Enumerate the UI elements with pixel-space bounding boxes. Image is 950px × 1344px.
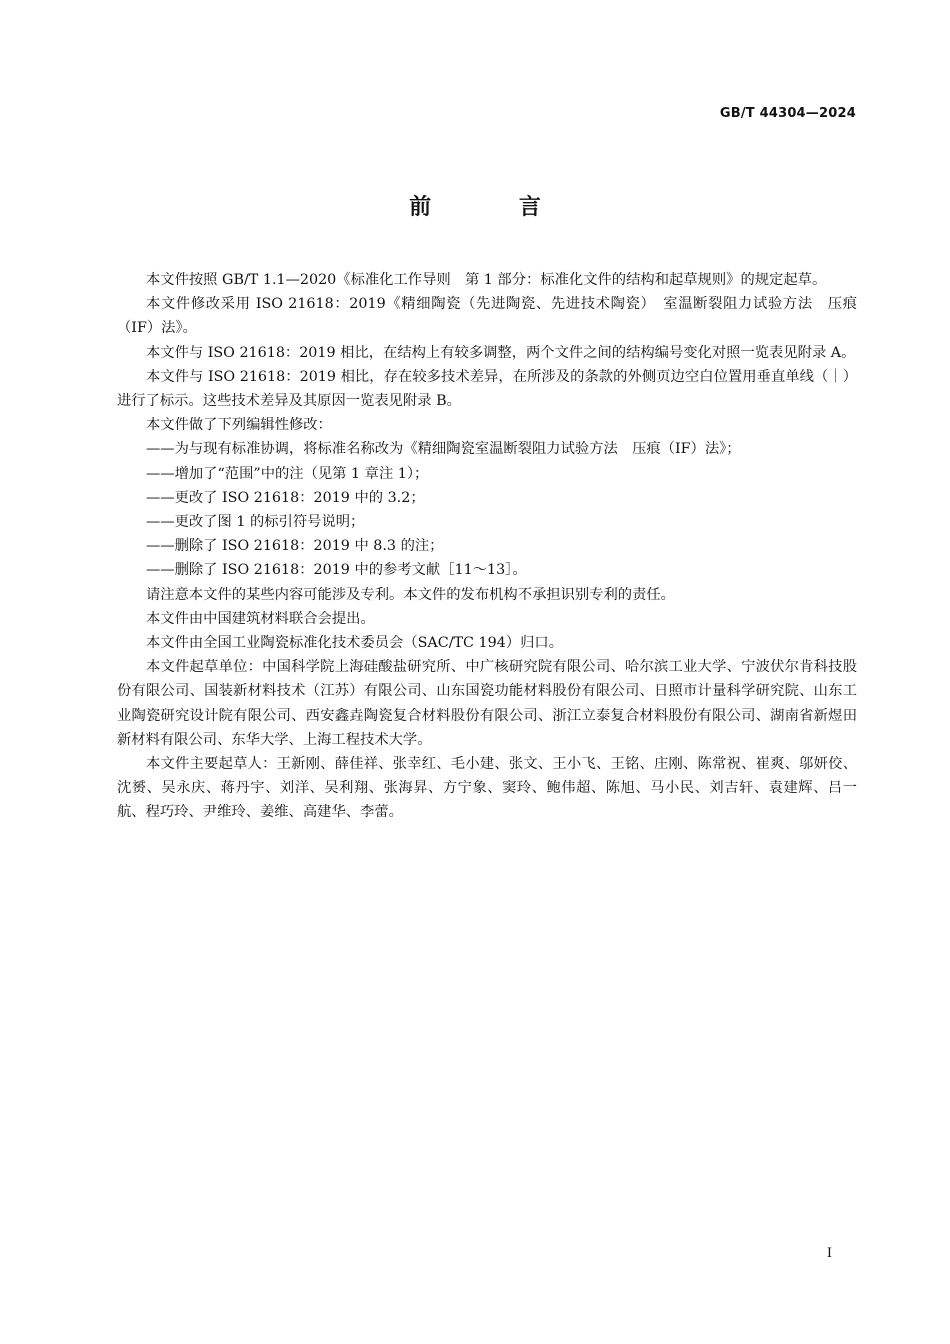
list-item: ——更改了图 1 的标引符号说明； bbox=[146, 514, 365, 531]
standard-code: GB/T 44304—2024 bbox=[719, 106, 856, 121]
paragraph-adoption: 本文件修改采用 ISO 21618：2019《精细陶瓷（先进陶瓷、先进技术陶瓷） 室温断裂阻力试验方法 压痕（IF）法》。 bbox=[117, 296, 857, 337]
list-item: ——更改了 ISO 21618：2019 中的 3.2； bbox=[146, 489, 425, 506]
paragraph-structure-changes: 本文件与 ISO 21618：2019 相比，在结构上有较多调整，两个文件之间的结构编号变化对照一览表见附录 A。 bbox=[146, 344, 856, 361]
paragraph-proposed-by: 本文件由中国建筑材料联合会提出。 bbox=[146, 610, 375, 627]
paragraph-drafters: 本文件主要起草人：王新刚、薛佳祥、张幸红、毛小建、张文、王小飞、王铭、庄刚、陈常祝、崔爽、邬妍佼、沈赟、吴永庆、蒋丹宇、刘洋、吴利翔、张海昇、方宁象、窦玲、鲍伟超、陈旭、马小民、刘吉轩、袁建辉、吕一航、程巧玲、尹维玲、姜维、高建华、李蕾。 bbox=[117, 756, 857, 821]
page-number: I bbox=[826, 1246, 832, 1261]
list-item: ——增加了“范围”中的注（见第 1 章注 1）； bbox=[146, 465, 429, 482]
paragraph-drafting-rules: 本文件按照 GB/T 1.1—2020《标准化工作导则 第 1 部分：标准化文件的结构和起草规则》的规定起草。 bbox=[146, 272, 827, 288]
page-title: 前 言 bbox=[409, 195, 581, 220]
paragraph-drafting-units: 本文件起草单位：中国科学院上海硅酸盐研究所、中广核研究院有限公司、哈尔滨工业大学、宁波伏尔肯科技股份有限公司、国装新材料技术（江苏）有限公司、山东国瓷功能材料股份有限公司、日照市计量科学研究院、山东工业陶瓷研究设计院有限公司、西安鑫垚陶瓷复合材料股份有限公司、浙江立泰复合材料股份有限公司、湖南省新煜田新材料有限公司、东华大学、上海工程技术大学。 bbox=[117, 659, 857, 748]
foreword-body bbox=[117, 268, 857, 825]
list-item: ——为与现有标准协调，将标准名称改为《精细陶瓷室温断裂阻力试验方法 压痕（IF）法》； bbox=[146, 441, 741, 458]
paragraph-editorial-intro: 本文件做了下列编辑性修改： bbox=[146, 417, 332, 434]
list-item: ——删除了 ISO 21618：2019 中 8.3 的注； bbox=[146, 538, 444, 555]
list-item: ——删除了 ISO 21618：2019 中的参考文献［11～13］。 bbox=[146, 562, 527, 579]
paragraph-technical-differences: 本文件与 ISO 21618：2019 相比，存在较多技术差异，在所涉及的条款的外侧页边空白位置用垂直单线（｜）进行了标示。这些技术差异及其原因一览表见附录 B。 bbox=[117, 368, 857, 410]
paragraph-patent-notice: 请注意本文件的某些内容可能涉及专利。本文件的发布机构不承担识别专利的责任。 bbox=[146, 586, 675, 603]
paragraph-under-jurisdiction: 本文件由全国工业陶瓷标准化技术委员会（SAC/TC 194）归口。 bbox=[146, 635, 564, 652]
